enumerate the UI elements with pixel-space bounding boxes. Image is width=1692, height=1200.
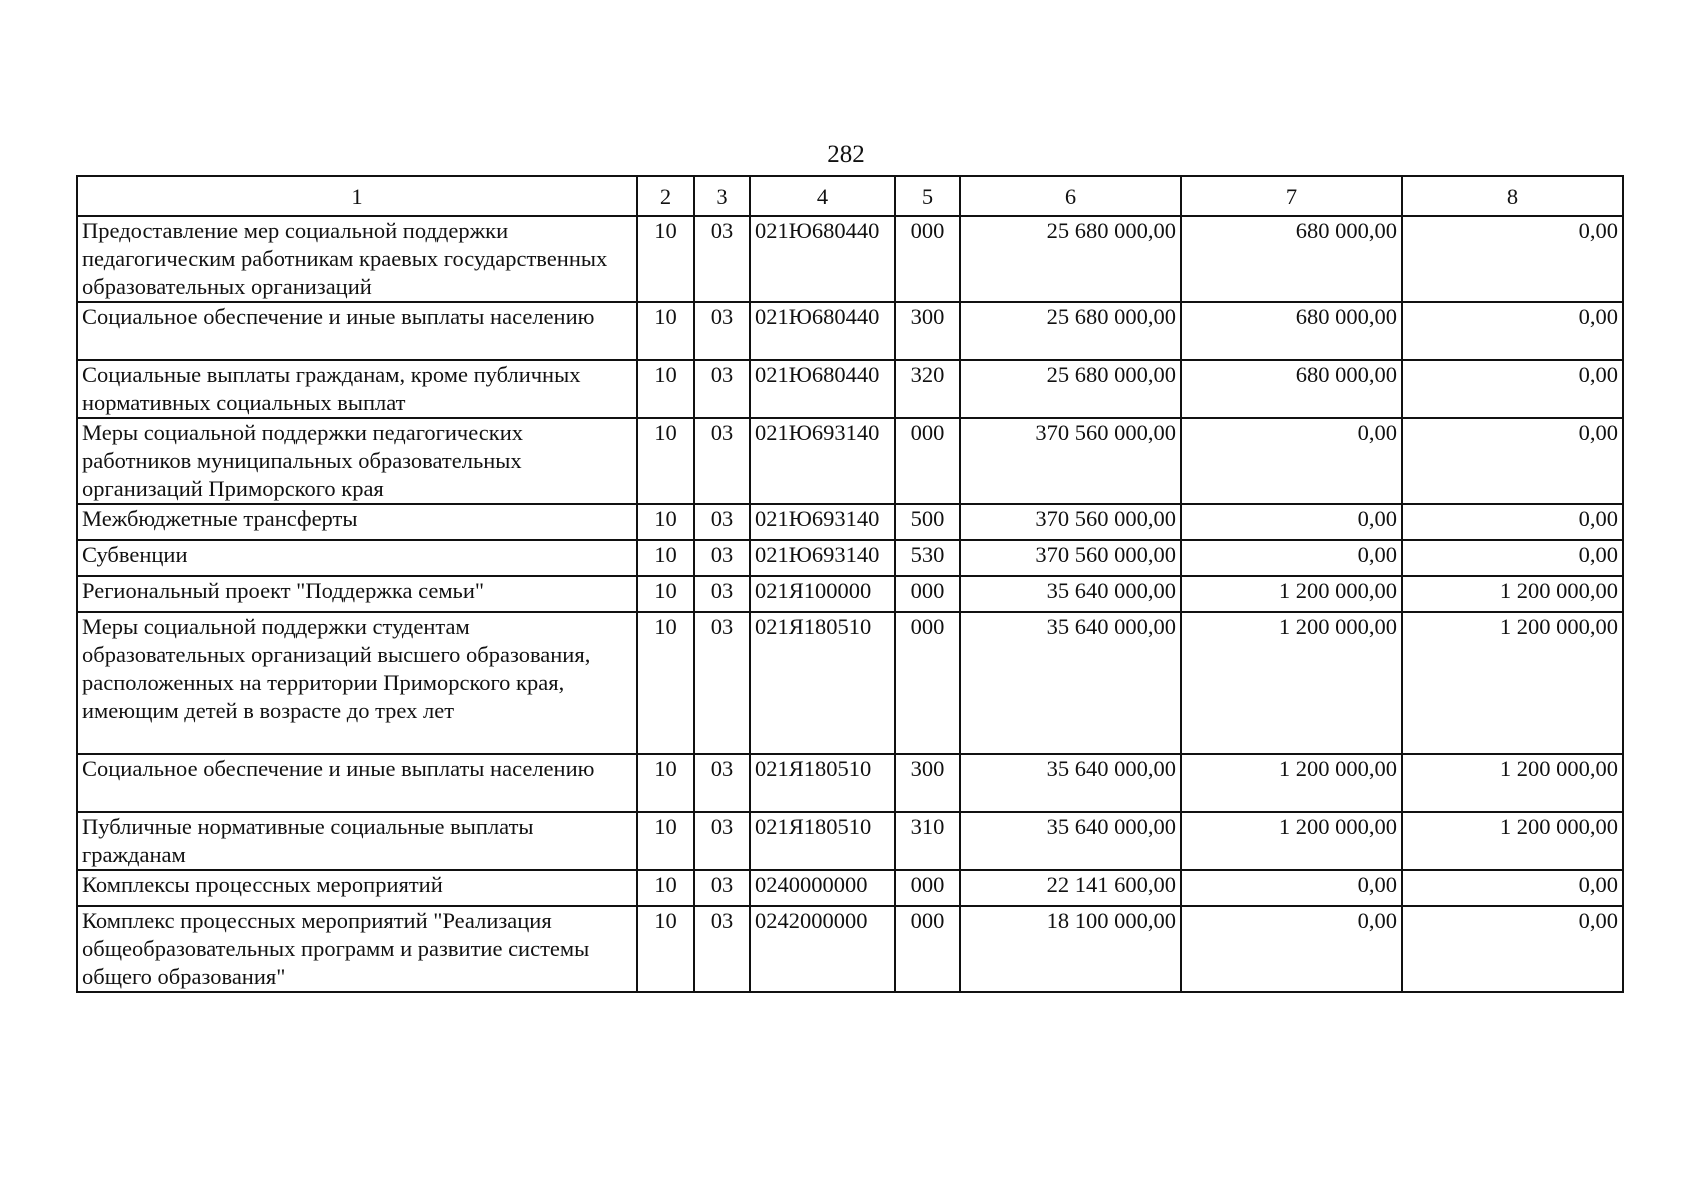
row-subsection: 03 xyxy=(694,812,750,870)
row-target-article: 021Я180510 xyxy=(750,612,895,754)
table-row xyxy=(77,360,1623,418)
row-name: Социальное обеспечение и иные выплаты населению xyxy=(77,302,637,360)
row-name: Субвенции xyxy=(77,540,637,576)
row-target-article: 021Ю693140 xyxy=(750,418,895,504)
table-row xyxy=(77,812,1623,870)
header-col-7: 7 xyxy=(1181,176,1402,216)
header-col-4: 4 xyxy=(750,176,895,216)
row-amount-col7: 680 000,00 xyxy=(1181,360,1402,418)
header-row xyxy=(77,176,1623,216)
header-col-1: 1 xyxy=(77,176,637,216)
table-row xyxy=(77,754,1623,812)
row-section: 10 xyxy=(637,504,694,540)
row-subsection: 03 xyxy=(694,576,750,612)
row-section: 10 xyxy=(637,906,694,992)
row-expense-type: 300 xyxy=(895,754,960,812)
row-amount-col7: 0,00 xyxy=(1181,870,1402,906)
row-amount-col8: 0,00 xyxy=(1402,216,1623,302)
table-row xyxy=(77,906,1623,992)
table-row xyxy=(77,302,1623,360)
table-row xyxy=(77,216,1623,302)
row-subsection: 03 xyxy=(694,418,750,504)
row-expense-type: 000 xyxy=(895,906,960,992)
row-section: 10 xyxy=(637,812,694,870)
row-amount-col6: 18 100 000,00 xyxy=(960,906,1181,992)
row-target-article: 0242000000 xyxy=(750,906,895,992)
row-expense-type: 500 xyxy=(895,504,960,540)
row-name: Социальные выплаты гражданам, кроме публичных нормативных социальных выплат xyxy=(77,360,637,418)
row-amount-col8: 0,00 xyxy=(1402,906,1623,992)
row-amount-col7: 0,00 xyxy=(1181,906,1402,992)
row-expense-type: 000 xyxy=(895,870,960,906)
row-subsection: 03 xyxy=(694,302,750,360)
row-section: 10 xyxy=(637,540,694,576)
table-row xyxy=(77,870,1623,906)
row-amount-col7: 1 200 000,00 xyxy=(1181,812,1402,870)
row-expense-type: 310 xyxy=(895,812,960,870)
row-amount-col6: 370 560 000,00 xyxy=(960,504,1181,540)
row-section: 10 xyxy=(637,612,694,754)
table-row xyxy=(77,612,1623,754)
row-name: Социальное обеспечение и иные выплаты населению xyxy=(77,754,637,812)
row-amount-col7: 1 200 000,00 xyxy=(1181,576,1402,612)
row-subsection: 03 xyxy=(694,504,750,540)
row-name: Публичные нормативные социальные выплаты гражданам xyxy=(77,812,637,870)
row-target-article: 021Я180510 xyxy=(750,754,895,812)
row-amount-col7: 0,00 xyxy=(1181,540,1402,576)
row-amount-col8: 0,00 xyxy=(1402,870,1623,906)
row-amount-col8: 0,00 xyxy=(1402,302,1623,360)
row-section: 10 xyxy=(637,754,694,812)
header-col-5: 5 xyxy=(895,176,960,216)
row-subsection: 03 xyxy=(694,216,750,302)
row-amount-col6: 25 680 000,00 xyxy=(960,360,1181,418)
row-name: Меры социальной поддержки педагогических работников муниципальных образовательных организаций Приморского края xyxy=(77,418,637,504)
row-amount-col7: 680 000,00 xyxy=(1181,216,1402,302)
row-amount-col6: 370 560 000,00 xyxy=(960,418,1181,504)
row-amount-col8: 0,00 xyxy=(1402,504,1623,540)
row-target-article: 021Ю680440 xyxy=(750,302,895,360)
row-expense-type: 000 xyxy=(895,418,960,504)
table-row xyxy=(77,504,1623,540)
header-col-8: 8 xyxy=(1402,176,1623,216)
row-amount-col6: 25 680 000,00 xyxy=(960,302,1181,360)
row-expense-type: 320 xyxy=(895,360,960,418)
row-target-article: 021Я100000 xyxy=(750,576,895,612)
row-amount-col6: 35 640 000,00 xyxy=(960,812,1181,870)
header-col-2: 2 xyxy=(637,176,694,216)
row-target-article: 0240000000 xyxy=(750,870,895,906)
row-subsection: 03 xyxy=(694,906,750,992)
row-subsection: 03 xyxy=(694,360,750,418)
row-section: 10 xyxy=(637,302,694,360)
row-section: 10 xyxy=(637,870,694,906)
row-target-article: 021Я180510 xyxy=(750,812,895,870)
row-amount-col7: 1 200 000,00 xyxy=(1181,754,1402,812)
row-expense-type: 530 xyxy=(895,540,960,576)
row-amount-col8: 1 200 000,00 xyxy=(1402,754,1623,812)
row-amount-col6: 370 560 000,00 xyxy=(960,540,1181,576)
page-number: 282 xyxy=(827,141,865,168)
row-name: Комплекс процессных мероприятий "Реализация общеобразовательных программ и развитие системы общего образования" xyxy=(77,906,637,992)
row-section: 10 xyxy=(637,418,694,504)
row-target-article: 021Ю680440 xyxy=(750,360,895,418)
row-name: Предоставление мер социальной поддержки педагогическим работникам краевых государственных образовательных организаций xyxy=(77,216,637,302)
header-col-6: 6 xyxy=(960,176,1181,216)
row-amount-col7: 0,00 xyxy=(1181,418,1402,504)
row-section: 10 xyxy=(637,360,694,418)
row-expense-type: 000 xyxy=(895,216,960,302)
row-amount-col8: 1 200 000,00 xyxy=(1402,576,1623,612)
row-name: Региональный проект "Поддержка семьи" xyxy=(77,576,637,612)
row-amount-col7: 1 200 000,00 xyxy=(1181,612,1402,754)
row-subsection: 03 xyxy=(694,870,750,906)
row-name: Меры социальной поддержки студентам образовательных организаций высшего образования, расположенных на территории Приморского края, имеющим детей в возрасте до трех лет xyxy=(77,612,637,754)
row-section: 10 xyxy=(637,576,694,612)
row-amount-col7: 0,00 xyxy=(1181,504,1402,540)
table-row xyxy=(77,576,1623,612)
header-col-3: 3 xyxy=(694,176,750,216)
row-amount-col6: 22 141 600,00 xyxy=(960,870,1181,906)
row-target-article: 021Ю680440 xyxy=(750,216,895,302)
row-amount-col8: 0,00 xyxy=(1402,418,1623,504)
row-expense-type: 000 xyxy=(895,612,960,754)
row-amount-col8: 1 200 000,00 xyxy=(1402,612,1623,754)
row-amount-col6: 35 640 000,00 xyxy=(960,576,1181,612)
row-target-article: 021Ю693140 xyxy=(750,540,895,576)
row-subsection: 03 xyxy=(694,754,750,812)
row-amount-col8: 0,00 xyxy=(1402,360,1623,418)
row-expense-type: 000 xyxy=(895,576,960,612)
table-row xyxy=(77,418,1623,504)
row-section: 10 xyxy=(637,216,694,302)
row-amount-col8: 1 200 000,00 xyxy=(1402,812,1623,870)
row-amount-col6: 35 640 000,00 xyxy=(960,754,1181,812)
budget-table xyxy=(76,175,1624,993)
row-expense-type: 300 xyxy=(895,302,960,360)
row-name: Межбюджетные трансферты xyxy=(77,504,637,540)
row-amount-col8: 0,00 xyxy=(1402,540,1623,576)
row-amount-col6: 35 640 000,00 xyxy=(960,612,1181,754)
row-amount-col6: 25 680 000,00 xyxy=(960,216,1181,302)
row-subsection: 03 xyxy=(694,540,750,576)
row-target-article: 021Ю693140 xyxy=(750,504,895,540)
row-amount-col7: 680 000,00 xyxy=(1181,302,1402,360)
row-name: Комплексы процессных мероприятий xyxy=(77,870,637,906)
table-row xyxy=(77,540,1623,576)
row-subsection: 03 xyxy=(694,612,750,754)
